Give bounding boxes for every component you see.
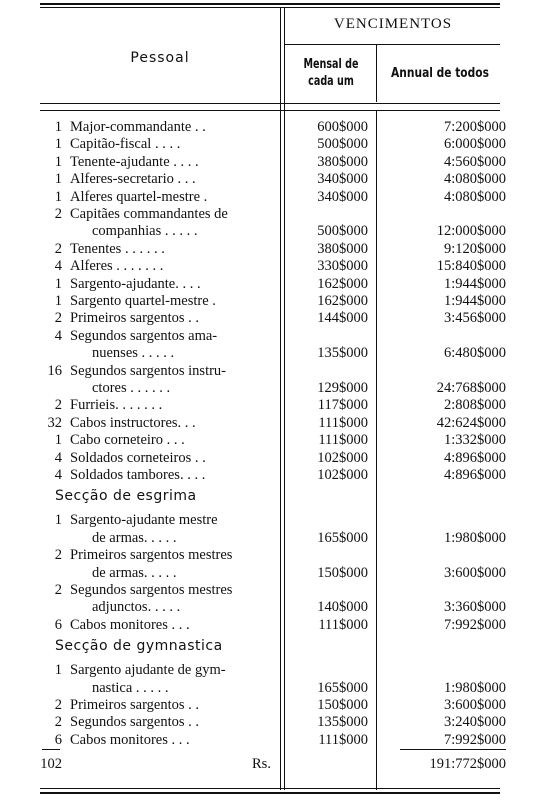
row-designation: Soldados corneteiros . . (70, 449, 206, 466)
vline-mid-body (376, 111, 377, 790)
row-count: 1 (54, 136, 62, 153)
row-anual: 24:768$000 (436, 380, 506, 396)
row-designation: Tenente-ajudante . . . . (70, 153, 199, 170)
total-rule (400, 749, 506, 750)
row-anual: 1:980$000 (443, 529, 506, 546)
row-anual: 4:080$000 (443, 171, 506, 188)
header-bottom-rule (40, 103, 500, 104)
row-count: 6 (54, 731, 62, 748)
vencimentos-header: VENCIMENTOS (333, 16, 453, 32)
row-count: 2 (54, 547, 62, 564)
row-anual: 4:080$000 (443, 188, 506, 205)
row-mensal: 150$000 (317, 697, 368, 713)
row-count: 1 (54, 171, 62, 188)
row-mensal: 111$000 (318, 731, 368, 748)
row-mensal: 102$000 (317, 449, 368, 466)
row-anual: 15:840$000 (436, 258, 506, 275)
section-heading: Secção de esgrima (55, 488, 197, 505)
pessoal-header: Pessoal (130, 50, 190, 66)
row-anual: 4:896$000 (443, 449, 506, 466)
row-designation: Alferes-secretario . . . (70, 171, 196, 188)
row-designation: Segundos sargentos . . (70, 714, 200, 731)
row-anual: 4:560$000 (443, 153, 506, 170)
row-anual: 3:600$000 (443, 564, 506, 581)
row-anual: 6:480$000 (443, 345, 506, 362)
row-designation: Primeiros sargentos . . (70, 697, 200, 713)
row-designation: nastica . . . . . (92, 679, 169, 696)
row-anual: 1:944$000 (443, 293, 506, 309)
row-count: 1 (54, 153, 62, 170)
vline-left-1 (280, 7, 281, 790)
row-anual: 7:992$000 (443, 616, 506, 633)
row-count: 1 (54, 119, 62, 135)
row-designation: de armas. . . . . (92, 529, 177, 546)
row-designation: Alferes quartel-mestre . (70, 188, 208, 205)
row-designation: Furrieis. . . . . . . (70, 397, 163, 414)
row-designation: companhias . . . . . (92, 223, 198, 240)
row-mensal: 340$000 (317, 171, 368, 188)
row-designation: adjunctos. . . . . (92, 599, 181, 616)
row-designation: Primeiros sargentos . . (70, 310, 200, 327)
row-anual: 1:944$000 (443, 275, 506, 292)
top-rule (40, 3, 500, 5)
mensal-header (296, 56, 367, 90)
bottom-rule-2 (40, 792, 500, 794)
row-mensal: 380$000 (317, 240, 368, 257)
section-heading: Secção de gymnastica (55, 638, 223, 655)
row-anual: 6:000$000 (443, 136, 506, 153)
total-short-rule (42, 749, 60, 750)
row-anual: 42:624$000 (436, 414, 506, 431)
row-designation: Cabos instructores. . . (70, 414, 196, 431)
row-mensal: 111$000 (318, 432, 368, 449)
total-anual: 191:772$000 (429, 756, 506, 772)
row-count: 1 (54, 432, 62, 449)
row-designation: Primeiros sargentos mestres (70, 547, 233, 564)
row-designation: Cabos monitores . . . (70, 616, 190, 633)
row-designation: ctores . . . . . . (92, 380, 171, 396)
row-anual: 7:992$000 (443, 731, 506, 748)
row-anual: 3:360$000 (443, 599, 506, 616)
row-count: 16 (47, 362, 62, 379)
row-anual: 2:808$000 (443, 397, 506, 414)
row-anual: 1:980$000 (443, 679, 506, 696)
row-designation: Major-commandante . . (70, 119, 206, 135)
row-mensal: 162$000 (317, 293, 368, 309)
row-designation: Sargento ajudante de gym- (70, 662, 226, 679)
row-mensal: 500$000 (317, 223, 368, 240)
row-count: 6 (54, 616, 62, 633)
vline-mid (376, 44, 377, 102)
row-count: 2 (54, 240, 62, 257)
row-mensal: 165$000 (317, 529, 368, 546)
row-designation: Tenentes . . . . . . (70, 240, 165, 257)
row-designation: Segundos sargentos mestres (70, 582, 233, 598)
row-designation: Sargento quartel-mestre . (70, 293, 216, 309)
row-count: 32 (47, 414, 62, 431)
row-mensal: 500$000 (317, 136, 368, 153)
row-mensal: 340$000 (317, 188, 368, 205)
row-anual: 3:240$000 (443, 714, 506, 731)
row-count: 4 (54, 327, 62, 344)
row-designation: nuenses . . . . . (92, 345, 175, 362)
total-count: 102 (40, 756, 62, 772)
header-sub-rule (284, 44, 500, 45)
row-mensal: 117$000 (317, 397, 368, 414)
row-designation: Segundos sargentos instru- (70, 362, 227, 379)
row-mensal: 129$000 (317, 380, 368, 396)
row-designation: Capitães commandantes de (70, 206, 228, 222)
row-designation: Sargento-ajudante mestre (70, 512, 218, 529)
row-designation: Sargento-ajudante. . . . (70, 275, 201, 292)
row-count: 4 (54, 467, 62, 483)
row-mensal: 165$000 (317, 679, 368, 696)
row-count: 1 (54, 188, 62, 205)
vline-left-2 (284, 7, 285, 790)
row-mensal: 150$000 (317, 564, 368, 581)
row-mensal: 135$000 (317, 714, 368, 731)
row-designation: Segundos sargentos ama- (70, 327, 218, 344)
row-designation: de armas. . . . . (92, 564, 177, 581)
row-designation: Capitão-fiscal . . . . (70, 136, 181, 153)
row-count: 2 (54, 310, 62, 327)
row-count: 4 (54, 449, 62, 466)
row-mensal: 111$000 (318, 616, 368, 633)
row-mensal: 380$000 (317, 153, 368, 170)
bottom-rule (40, 788, 500, 789)
row-mensal: 111$000 (318, 414, 368, 431)
row-count: 2 (54, 206, 62, 222)
row-mensal: 144$000 (317, 310, 368, 327)
row-anual: 9:120$000 (443, 240, 506, 257)
row-anual: 12:000$000 (436, 223, 506, 240)
row-mensal: 135$000 (317, 345, 368, 362)
row-mensal: 162$000 (317, 275, 368, 292)
row-anual: 3:456$000 (443, 310, 506, 327)
row-count: 4 (54, 258, 62, 275)
top-rule-2 (40, 7, 500, 8)
total-label: Rs. (252, 756, 271, 772)
row-anual: 4:896$000 (443, 467, 506, 483)
row-count: 1 (54, 275, 62, 292)
mensal-header-line1: Mensal de (303, 57, 359, 72)
row-anual: 7:200$000 (443, 119, 506, 135)
row-designation: Cabos monitores . . . (70, 731, 190, 748)
mensal-header-line2: cada um (308, 74, 354, 89)
row-mensal: 140$000 (317, 599, 368, 616)
row-count: 2 (54, 714, 62, 731)
row-designation: Cabo corneteiro . . . (70, 432, 185, 449)
row-count: 1 (54, 293, 62, 309)
row-mensal: 102$000 (317, 467, 368, 483)
row-count: 2 (54, 697, 62, 713)
row-designation: Alferes . . . . . . . (70, 258, 164, 275)
anual-header: Annual de todos (391, 66, 489, 81)
row-count: 2 (54, 582, 62, 598)
row-mensal: 330$000 (317, 258, 368, 275)
row-designation: Soldados tambores. . . . (70, 467, 206, 483)
row-anual: 3:600$000 (443, 697, 506, 713)
row-count: 1 (54, 662, 62, 679)
row-anual: 1:332$000 (443, 432, 506, 449)
header-bottom-rule-2 (40, 110, 500, 111)
row-mensal: 600$000 (317, 119, 368, 135)
row-count: 2 (54, 397, 62, 414)
row-count: 1 (54, 512, 62, 529)
